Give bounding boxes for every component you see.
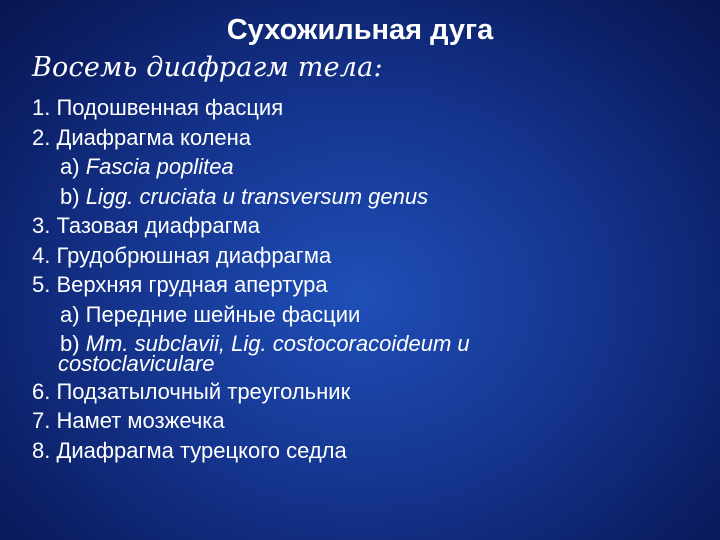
slide-title-text: Сухожильная дуга xyxy=(226,14,494,46)
slide-title xyxy=(0,14,720,47)
list-item-5a: a) Передние шейные фасции xyxy=(60,301,361,327)
list-item-2: 2. Диафрагма колена xyxy=(32,124,252,150)
list-item-2b-text: Ligg. cruciata u transversum genus xyxy=(85,183,429,209)
list-item-4: 4. Грудобрюшная диафрагма xyxy=(32,242,332,268)
list-item-8: 8. Диафрагма турецкого седла xyxy=(32,437,347,463)
list-item-2a xyxy=(32,152,702,182)
list-item-6: 6. Подзатылочный треугольник xyxy=(32,378,351,404)
list-item-2a-text: Fascia poplitea xyxy=(85,154,234,179)
list-item-5: 5. Верхняя грудная апертура xyxy=(32,272,328,297)
diaphragm-list xyxy=(32,93,702,465)
list-item-5b-continuation: costoclaviculare xyxy=(58,350,215,376)
list-item-5b-text: Mm. subclavii, Lig. costocoracoideum u xyxy=(85,331,470,356)
list-item-2a-prefix: a) xyxy=(60,154,86,179)
list-item-7: 7. Намет мозжечка xyxy=(32,408,225,433)
list-item-3: 3. Тазовая диафрагма xyxy=(32,213,260,238)
slide-subtitle: Восемь диафрагм тела: xyxy=(32,52,383,83)
list-item-5b-prefix: b) xyxy=(60,331,86,356)
list-item-2b-prefix: b) xyxy=(60,183,86,209)
list-item-2b xyxy=(32,182,702,212)
list-item-1: 1. Подошвенная фасция xyxy=(32,95,284,120)
